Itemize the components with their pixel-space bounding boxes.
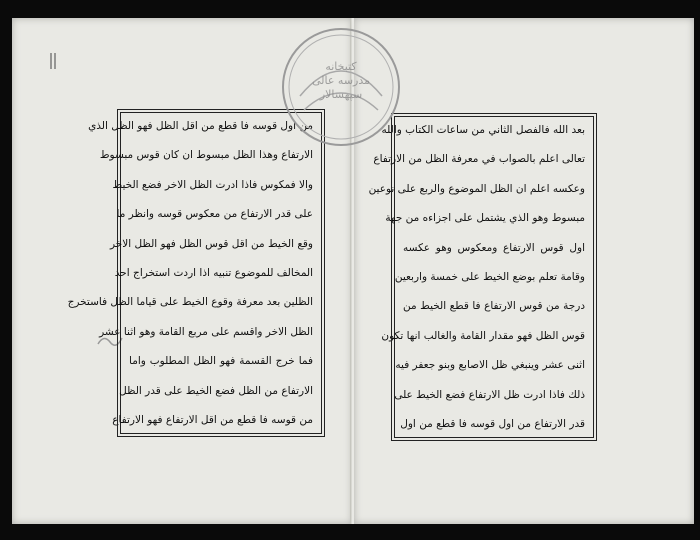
text-line: مبسوط وهو الذي يشتمل على اجزاءه من جهة <box>385 212 585 225</box>
text-line: اثنى عشر وينبغي ظل الاصابع وبنو جعفر فيه <box>395 359 585 372</box>
text-line: قدر الارتفاع من اول قوسه فا قطع من اول <box>400 417 585 430</box>
text-line: وقع الخيط من اقل قوس الظل فهو الظل الاخر <box>109 237 313 250</box>
seal-line: مدرسه عالى <box>311 74 371 87</box>
right-text-frame <box>368 116 594 438</box>
text-line: الارتفاع وهذا الظل مبسوط ان كان قوس مبسوط <box>99 149 313 162</box>
text-line: على قدر الارتفاع من معكوس قوسه وانظر ما <box>116 208 313 221</box>
text-line: والا فمكوس فاذا ادرت الظل الاخر فضع الخيط <box>112 178 313 191</box>
text-line: فما خرج القسمة فهو الظل المطلوب واما <box>129 355 313 368</box>
text-line: من قوسه فا قطع من اقل الارتفاع فهو الارتفاع <box>112 413 313 426</box>
margin-mark <box>48 52 58 70</box>
text-line: درجة من قوس الارتفاع فا قطع الخيط من <box>403 300 585 313</box>
library-seal-stamp <box>280 26 402 148</box>
manuscript-spread <box>12 18 694 524</box>
seal-line: كتبخانه <box>325 60 357 73</box>
text-line: ذلك فاذا ادرت ظل الارتفاع فضع الخيط على <box>394 388 585 401</box>
text-line: قوس الظل فهو مقدار القامة والغالب انها تكون <box>381 329 585 342</box>
text-line: المخالف للموضوع تنبيه اذا اردت استخراج احد <box>114 266 313 279</box>
text-line: الارتفاع من الظل فضع الخيط على قدر الظل <box>119 384 313 397</box>
text-line: تعالى اعلم بالصواب في معرفة الظل من الارتفاع <box>373 153 585 166</box>
text-line: وعكسه اعلم ان الظل الموضوع والربع على نوعين <box>368 182 585 195</box>
left-text-frame <box>67 112 322 434</box>
text-line: بعد الله فالفصل الثاني من ساعات الكتاب والله <box>381 124 585 136</box>
text-line: الظلين بعد معرفة وقوع الخيط على قياما الظل فاستخرج <box>67 296 313 309</box>
text-line: وقامة تعلم بوضع الخيط على خمسة واربعين <box>394 270 585 283</box>
text-line: الظل الاخر واقسم على مربع القامة وهو اثنا عشر <box>99 325 313 338</box>
seal-line: سپهسالار <box>319 88 363 101</box>
seal-text <box>280 60 402 102</box>
right-page <box>354 18 694 524</box>
text-line: اول قوس الارتفاع ومعكوس وهو عكسه <box>403 241 585 254</box>
text-line: من اول قوسه فا قطع من اقل الظل فهو الظل الذي <box>88 120 313 132</box>
